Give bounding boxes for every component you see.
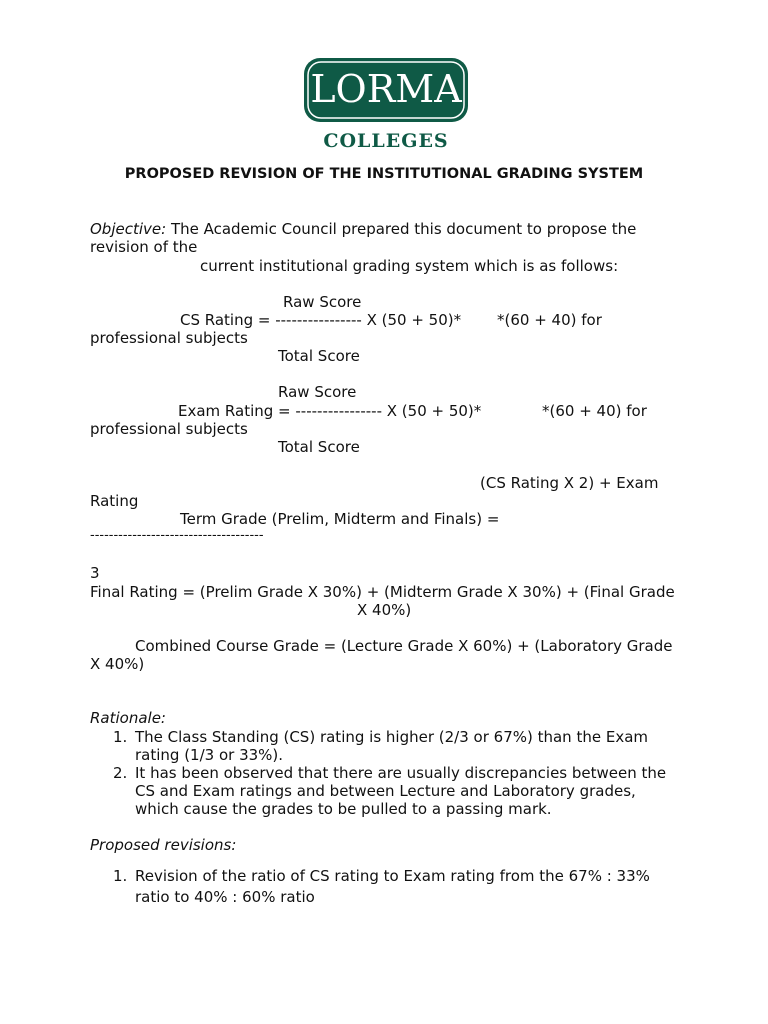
exam-wrap: professional subjects: [90, 420, 248, 438]
proposed-item-number: 1.: [113, 867, 128, 885]
page-title: PROPOSED REVISION OF THE INSTITUTIONAL GRADING SYSTEM: [124, 166, 644, 182]
rationale-item-2-line-1: It has been observed that there are usually discrepancies between the: [135, 764, 667, 782]
combined-grade-line-1: Combined Course Grade = (Lecture Grade X 60%) + (Laboratory Grade: [135, 637, 673, 655]
proposed-item-1-line-2: ratio to 40% : 60% ratio: [135, 888, 315, 906]
exam-formula: Exam Rating = ---------------- X (50 + 50)*: [178, 402, 482, 420]
term-denominator: 3: [90, 564, 100, 582]
objective-label: Objective:: [90, 220, 167, 238]
rationale-item-1-line-1: The Class Standing (CS) rating is higher (2/3 or 67%) than the Exam: [135, 728, 649, 746]
logo-subtitle: COLLEGES: [323, 130, 449, 152]
objective-line-2: revision of the: [90, 238, 198, 256]
rationale-label: Rationale:: [90, 709, 166, 727]
combined-grade-line-2: X 40%): [90, 655, 145, 673]
cs-alt-formula: *(60 + 40) for: [497, 311, 602, 329]
cs-raw-score: Raw Score: [283, 293, 362, 311]
proposed-item-1-line-1: Revision of the ratio of CS rating to Exam rating from the 67% : 33%: [135, 867, 650, 885]
final-rating-line-2: X 40%): [357, 601, 412, 619]
final-rating-line-1: Final Rating = (Prelim Grade X 30%) + (Midterm Grade X 30%) + (Final Grade: [90, 583, 675, 601]
objective-line-1: [90, 220, 636, 238]
objective-text: The Academic Council prepared this document to propose the: [166, 220, 637, 238]
cs-wrap: professional subjects: [90, 329, 248, 347]
exam-raw-score: Raw Score: [278, 383, 357, 401]
objective-line-3: current institutional grading system which is as follows:: [200, 257, 619, 275]
cs-formula: CS Rating = ---------------- X (50 + 50)*: [180, 311, 462, 329]
rationale-item-1-line-2: rating (1/3 or 33%).: [135, 746, 284, 764]
college-logo: [303, 57, 469, 123]
term-numerator-wrap: Rating: [90, 492, 139, 510]
rationale-item-number: 2.: [113, 764, 128, 782]
logo-wordmark: LORMA: [310, 67, 462, 111]
rationale-item-2-line-2: CS and Exam ratings and between Lecture and Laboratory grades,: [135, 782, 636, 800]
term-label: Term Grade (Prelim, Midterm and Finals) =: [180, 510, 500, 528]
term-numerator: (CS Rating X 2) + Exam: [480, 474, 659, 492]
term-dashes: -------------------------------------: [90, 528, 264, 543]
proposed-label: Proposed revisions:: [90, 836, 237, 854]
rationale-item-2-line-3: which cause the grades to be pulled to a passing mark.: [135, 800, 552, 818]
rationale-item-number: 1.: [113, 728, 128, 746]
cs-total-score: Total Score: [278, 347, 360, 365]
exam-total-score: Total Score: [278, 438, 360, 456]
exam-alt-formula: *(60 + 40) for: [542, 402, 647, 420]
